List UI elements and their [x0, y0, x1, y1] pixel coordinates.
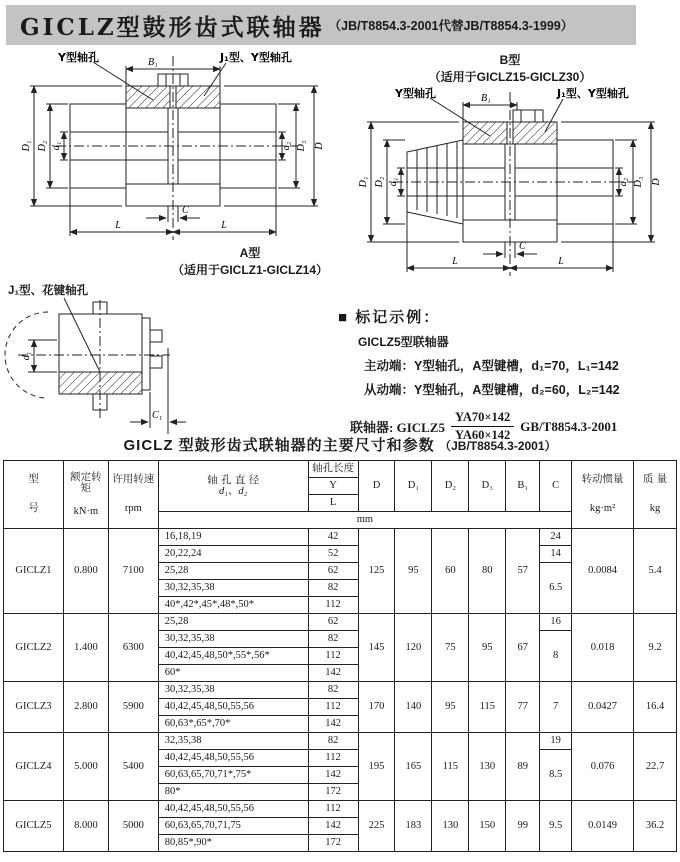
b-dim-b1: B₁ [481, 93, 491, 104]
cell-dim-C: 8.5 [540, 750, 572, 801]
cell-inertia: 0.0149 [572, 801, 634, 852]
cell-dim-D: 125 [358, 529, 395, 614]
cell-bore-diameters: 40,42,45,48,50,55,56 [158, 699, 308, 716]
col-header-bore-length-y: Y [308, 478, 358, 495]
spec-table-body [4, 529, 677, 852]
cell-dim-D2: 75 [432, 614, 469, 682]
cell-mass: 9.2 [634, 614, 677, 682]
table-row [4, 682, 677, 699]
cell-bore-diameters: 40,42,45,48,50,55,56 [158, 750, 308, 767]
b-dim-D1: D₁ [358, 176, 369, 188]
a-dim-D2: D₂ [37, 140, 48, 152]
marking-fraction-bottom: YA60×142 [454, 428, 511, 442]
cell-bore-diameters: 60,63*,65*,70* [158, 716, 308, 733]
cell-bore-length: 62 [308, 563, 358, 580]
marking-bullet-icon: ■ [338, 309, 350, 326]
cell-dim-D2: 60 [432, 529, 469, 614]
cell-bore-diameters: 30,32,35,38 [158, 631, 308, 648]
cell-bore-diameters: 80* [158, 784, 308, 801]
cell-bore-length: 82 [308, 682, 358, 699]
cell-bore-length: 82 [308, 631, 358, 648]
cell-dim-D3: 115 [469, 682, 506, 733]
col-header-bore-diameter: 轴 孔 直 径 d₁、d₂ [158, 461, 308, 512]
unit-row-mm: mm [158, 512, 571, 529]
col-header-mass: 质 量 kg [634, 461, 677, 529]
header-row-1 [4, 461, 677, 478]
cell-bore-length: 172 [308, 784, 358, 801]
cell-bore-length: 112 [308, 801, 358, 818]
cell-dim-D: 225 [358, 801, 395, 852]
cell-bore-diameters: 60,63,65,70,71*,75* [158, 767, 308, 784]
cell-model: GICLZ2 [4, 614, 64, 682]
cell-bore-length: 82 [308, 580, 358, 597]
cell-speed: 5900 [108, 682, 158, 733]
cell-dim-C: 16 [540, 614, 572, 631]
cell-bore-length: 142 [308, 818, 358, 835]
j1-dim-c1: C₁ [152, 410, 163, 421]
cell-speed: 5000 [108, 801, 158, 852]
col-header-D3: D₃ [469, 461, 506, 512]
marking-active-end: 主动端：Y型轴孔，A型键槽，d₁=70，L₁=142 [364, 359, 619, 373]
b-dim-d1: d₁ [388, 177, 399, 187]
cell-bore-length: 42 [308, 529, 358, 546]
cell-dim-C: 8 [540, 631, 572, 682]
cell-dim-B1: 77 [506, 682, 540, 733]
a-dim-c: C [182, 205, 189, 216]
cell-model: GICLZ5 [4, 801, 64, 852]
cell-speed: 5400 [108, 733, 158, 801]
col-header-D2: D₂ [432, 461, 469, 512]
cell-dim-D1: 95 [395, 529, 432, 614]
cell-bore-diameters: 30,32,35,38 [158, 580, 308, 597]
cell-model: GICLZ1 [4, 529, 64, 614]
cell-bore-length: 142 [308, 767, 358, 784]
spec-table-head [4, 461, 677, 529]
a-dim-b1: B₁ [148, 57, 158, 68]
b-type-drawing [345, 86, 675, 281]
cell-dim-D: 145 [358, 614, 395, 682]
marking-product: GICLZ5型联轴器 [358, 335, 449, 349]
cell-mass: 5.4 [634, 529, 677, 614]
cell-bore-length: 112 [308, 750, 358, 767]
table-title [0, 434, 680, 455]
a-type-caption-range: （适用于GICLZ1-GICLZ14） [171, 263, 328, 277]
b-y-bore-label: Y型轴孔 [395, 87, 436, 100]
cell-bore-length: 142 [308, 716, 358, 733]
cell-dim-D2: 115 [432, 733, 469, 801]
page-title-standard: （JB/T8854.3-2001代替JB/T8854.3-1999） [328, 19, 574, 33]
cell-bore-diameters: 40,42,45,48,50*,55*,56* [158, 648, 308, 665]
cell-dim-D1: 140 [395, 682, 432, 733]
a-dim-D1: D₁ [21, 140, 32, 152]
b-dim-D: D [651, 178, 662, 186]
col-header-C: C [540, 461, 572, 512]
a-dim-D: D [314, 142, 325, 150]
cell-dim-D2: 95 [432, 682, 469, 733]
cell-model: GICLZ4 [4, 733, 64, 801]
cell-bore-length: 112 [308, 597, 358, 614]
cell-bore-diameters: 25,28 [158, 563, 308, 580]
cell-torque: 1.400 [63, 614, 108, 682]
a-type-caption-title: A型 [239, 246, 261, 260]
b-type-caption-title: B型 [499, 53, 521, 67]
marking-standard: GB/T8854.3-2001 [520, 418, 618, 434]
cell-mass: 36.2 [634, 801, 677, 852]
a-type-drawing [8, 50, 338, 245]
cell-bore-length: 172 [308, 835, 358, 852]
cell-bore-length: 142 [308, 665, 358, 682]
b-dim-l-right: L [558, 256, 564, 267]
col-header-D: D [358, 461, 395, 512]
cell-dim-C: 19 [540, 733, 572, 750]
b-dim-D3: D₃ [633, 176, 644, 188]
cell-bore-length: 52 [308, 546, 358, 563]
cell-bore-length: 112 [308, 648, 358, 665]
cell-torque: 0.800 [63, 529, 108, 614]
b-dim-d2: d₂ [618, 177, 629, 187]
cell-bore-diameters: 40,42,45,48,50,55,56 [158, 801, 308, 818]
table-row [4, 529, 677, 546]
cell-dim-D2: 130 [432, 801, 469, 852]
col-header-torque: 额定转矩 kN·m [63, 461, 108, 529]
cell-inertia: 0.076 [572, 733, 634, 801]
table-title-text: GICLZ 型鼓形齿式联轴器的主要尺寸和参数 [123, 437, 435, 454]
page-title: GICLZ型鼓形齿式联轴器 [20, 13, 325, 41]
table-row [4, 801, 677, 818]
cell-dim-B1: 99 [506, 801, 540, 852]
col-header-D1: D₁ [395, 461, 432, 512]
cell-dim-D1: 120 [395, 614, 432, 682]
cell-dim-B1: 57 [506, 529, 540, 614]
cell-bore-length: 82 [308, 733, 358, 750]
cell-dim-D: 195 [358, 733, 395, 801]
page-title-bar [6, 5, 636, 45]
j1-spline-label: J₁型、花键轴孔 [8, 285, 89, 297]
cell-dim-C: 24 [540, 529, 572, 546]
b-dim-D2: D₂ [374, 176, 385, 188]
cell-speed: 6300 [108, 614, 158, 682]
b-type-caption-range: （适用于GICLZ15-GICLZ30） [428, 70, 592, 84]
col-header-bore-length: 轴孔长度 [308, 461, 358, 478]
cell-speed: 7100 [108, 529, 158, 614]
cell-torque: 2.800 [63, 682, 108, 733]
a-dim-d1: d₁ [51, 141, 62, 151]
j1-dim-d1: d₁ [21, 351, 32, 361]
cell-dim-D: 170 [358, 682, 395, 733]
cell-bore-diameters: 25,28 [158, 614, 308, 631]
cell-bore-diameters: 40*,42*,45*,48*,50* [158, 597, 308, 614]
marking-designation-label: 联轴器: GICLZ5 [350, 420, 445, 435]
cell-bore-diameters: 60,63,65,70,71,75 [158, 818, 308, 835]
cell-inertia: 0.0084 [572, 529, 634, 614]
cell-torque: 5.000 [63, 733, 108, 801]
cell-dim-C: 7 [540, 682, 572, 733]
table-row [4, 614, 677, 631]
a-dim-D3: D₃ [296, 140, 307, 152]
cell-dim-D1: 183 [395, 801, 432, 852]
cell-inertia: 0.018 [572, 614, 634, 682]
b-j1-bore-label: J₁型、Y型轴孔 [557, 87, 629, 100]
j1-spline-drawing [4, 298, 214, 438]
cell-bore-diameters: 16,18,19 [158, 529, 308, 546]
spec-table [3, 460, 677, 852]
j1-spline-drawing-block [4, 282, 219, 443]
marking-heading [338, 306, 678, 327]
cell-dim-C: 6.5 [540, 563, 572, 614]
col-header-inertia: 转动惯量 kg·m² [572, 461, 634, 529]
col-header-B1: B₁ [506, 461, 540, 512]
cell-bore-diameters: 80,85*,90* [158, 835, 308, 852]
b-dim-c: C [519, 241, 526, 252]
table-row [4, 733, 677, 750]
cell-bore-length: 62 [308, 614, 358, 631]
col-header-speed: 许用转速 rpm [108, 461, 158, 529]
cell-bore-diameters: 60* [158, 665, 308, 682]
cell-dim-C: 9.5 [540, 801, 572, 852]
a-type-caption [160, 245, 340, 279]
cell-dim-D3: 95 [469, 614, 506, 682]
marking-fraction-top: YA70×142 [451, 410, 514, 427]
a-y-bore-label: Y型轴孔 [58, 51, 99, 64]
cell-model: GICLZ3 [4, 682, 64, 733]
b-type-column [345, 52, 675, 286]
col-header-bore-length-l: L [308, 495, 358, 512]
cell-inertia: 0.0427 [572, 682, 634, 733]
a-j1-bore-label: J₁型、Y型轴孔 [220, 51, 292, 64]
cell-mass: 22.7 [634, 733, 677, 801]
cell-bore-diameters: 32,35,38 [158, 733, 308, 750]
table-title-standard: （JB/T8854.3-2001） [439, 439, 557, 453]
b-type-caption [345, 52, 675, 86]
cell-torque: 8.000 [63, 801, 108, 852]
cell-bore-length: 112 [308, 699, 358, 716]
cell-dim-D3: 80 [469, 529, 506, 614]
col-header-model: 型 号 [4, 461, 64, 529]
marking-example [338, 306, 678, 443]
cell-bore-diameters: 20,22,24 [158, 546, 308, 563]
cell-dim-B1: 67 [506, 614, 540, 682]
b-dim-l-left: L [452, 256, 458, 267]
cell-bore-diameters: 30,32,35,38 [158, 682, 308, 699]
cell-dim-D3: 130 [469, 733, 506, 801]
cell-dim-D1: 165 [395, 733, 432, 801]
cell-dim-B1: 89 [506, 733, 540, 801]
marking-driven-end: 从动端：Y型轴孔，A型键槽，d₂=60，L₂=142 [364, 383, 620, 397]
a-dim-l-right: L [221, 220, 227, 231]
cell-dim-C: 14 [540, 546, 572, 563]
a-dim-l-left: L [115, 220, 121, 231]
cell-mass: 16.4 [634, 682, 677, 733]
a-dim-d2: d₂ [281, 141, 292, 151]
marking-heading-text: 标记示例： [355, 309, 441, 326]
cell-dim-D3: 150 [469, 801, 506, 852]
